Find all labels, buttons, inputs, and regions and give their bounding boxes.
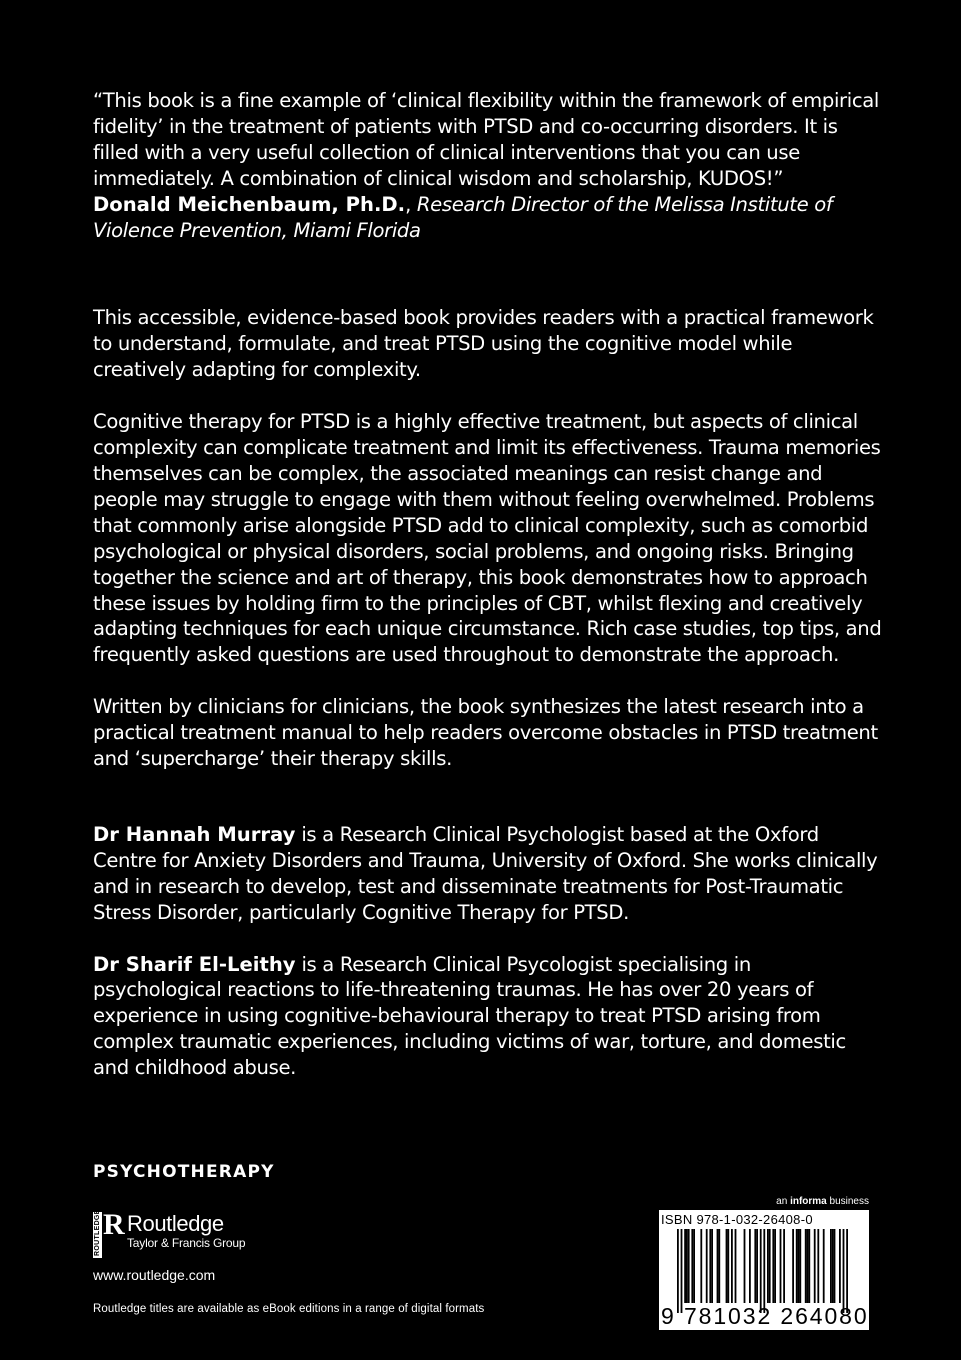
barcode-bar [754,1229,756,1303]
author-bio [93,822,883,926]
ebook-note: Routledge titles are available as eBook editions in a range of digital formats [93,1303,485,1315]
publisher-website: www.routledge.com [93,1267,216,1283]
publisher-name: Routledge [127,1211,224,1236]
logo-letter: R [103,1208,125,1241]
barcode-bar [688,1229,690,1303]
barcode-bar [780,1229,782,1303]
barcode-bar [846,1229,848,1313]
barcode-bar [749,1229,751,1303]
barcode-bar [767,1229,769,1303]
barcode-bar [792,1229,794,1303]
barcode-bar [731,1229,733,1303]
author-bio [93,952,883,1082]
barcode-bar [839,1229,841,1303]
informa-suffix: business [826,1196,869,1207]
barcode-bar [681,1229,683,1313]
barcode-bar [772,1229,774,1303]
barcode-bar [832,1229,834,1303]
barcode-bar [774,1229,776,1303]
endorsement-quote: “This book is a fine example of ‘clinical flexibility within the framework of empirical fidelity’ in the treatment of patients with PTSD and co-occurring disorders. It is filled with a very useful collection of clinical interventions that you can use immediately. A combination of clinical wisdom and scholarship, KUDOS!” [93,89,880,190]
barcode-bar [727,1229,729,1303]
barcode-bar [717,1229,719,1303]
barcode-bar [783,1229,785,1303]
isbn-barcode [659,1210,869,1330]
barcode-bar [711,1229,713,1303]
barcode-bar [691,1229,693,1303]
author-bio-text: is a Research Clinical Psychologist based at the Oxford Centre for Anxiety Disorders and Trauma, University of Oxford. She works clinically and in research to develop, test and disseminate treatments for Post-Traumatic Stress Disorder, particularly Cognitive Therapy for PTSD. [93,822,878,924]
barcode-bar [808,1229,810,1303]
description-paragraph: This accessible, evidence-based book provides readers with a practical framework to understand, formulate, and treat PTSD using the cognitive model while creatively adapting for complexity. [93,306,874,382]
barcode-bar [814,1229,816,1303]
barcode-bar [760,1229,762,1313]
informa-brand: informa [790,1196,827,1207]
endorsement [93,88,883,243]
barcode-bar [830,1229,832,1303]
logo-vertical-text: ROUTLEDGE [94,1209,101,1256]
barcode-bar [799,1229,801,1303]
barcode-bar [700,1229,702,1303]
endorsement-attribution [93,192,883,244]
barcode-bar [805,1229,807,1303]
publisher-logo [93,1208,246,1258]
barcode-bar [769,1229,771,1303]
barcode-bar [686,1229,688,1303]
barcode-bar [756,1229,758,1303]
description-paragraph: Written by clinicians for clinicians, the book synthesizes the latest research into a practical treatment manual to help readers overcome obstacles in PTSD treatment and ‘supercharge’ their therapy skills. [93,695,878,771]
barcode-bar [684,1229,686,1303]
author-bio-text: is a Research Clinical Psycologist specialising in psychological reactions to life-threatening traumas. He has over 20 years of experience in using cognitive-behavioural therapy to treat PTSD arising from complex traumatic experiences, including victims of war, torture, and domestic and childhood abuse. [93,952,846,1080]
author-name: Dr Sharif El-Leithy [93,952,296,976]
publisher-group: Taylor & Francis Group [127,1236,246,1250]
isbn-label: ISBN 978-1-032-26408-0 [661,1212,813,1227]
barcode-bar [726,1229,728,1303]
barcode-bar [823,1229,825,1303]
endorsement-affiliation: Research Director of the Melissa Institute of Violence Prevention, Miami Florida [93,192,833,242]
barcode-bar [709,1229,711,1303]
barcode-bar [693,1229,695,1303]
routledge-mark-icon [93,1208,125,1258]
informa-tagline [776,1196,869,1207]
barcode-bar [744,1229,746,1303]
description-paragraph: Cognitive therapy for PTSD is a highly effective treatment, but aspects of clinical complexity can complicate treatment and limit its effectiveness. Trauma memories themselves can be complex, the associated meanings can resist change and people may struggle to engage with them without feeling overwhelmed. Problems that commonly arise alongside PTSD add to clinical complexity, such as comorbid psychological or physical disorders, social problems, and ongoing risks. Bringing together the science and art of therapy, this book demonstrates how to approach these issues by holding firm to the principles of CBT, whilst flexing and creatively adapting techniques for each unique circumstance. Rich case studies, top tips, and frequently asked questions are used throughout to demonstrate the approach. [93,410,882,667]
endorsement-author: Donald Meichenbaum, Ph.D. [93,192,406,216]
barcode-bar [834,1229,836,1303]
barcode-bar [807,1229,809,1303]
barcode-bar [798,1229,800,1303]
barcode-bar [735,1229,737,1303]
informa-prefix: an [776,1196,791,1207]
endorsement-separator: , [405,192,411,216]
barcode-bar [677,1229,679,1313]
barcode-bar [796,1229,798,1303]
barcode-bar [843,1229,845,1313]
subject-category: PSYCHOTHERAPY [93,1162,275,1182]
barcode-bar [763,1229,765,1313]
barcode-bars-icon [677,1229,867,1313]
barcode-bar [706,1229,708,1303]
back-cover-text [93,88,883,1107]
author-name: Dr Hannah Murray [93,822,296,846]
barcode-bar [817,1229,819,1303]
barcode-bar [718,1229,720,1303]
isbn-digits: 9 781032 264080 [661,1303,869,1329]
